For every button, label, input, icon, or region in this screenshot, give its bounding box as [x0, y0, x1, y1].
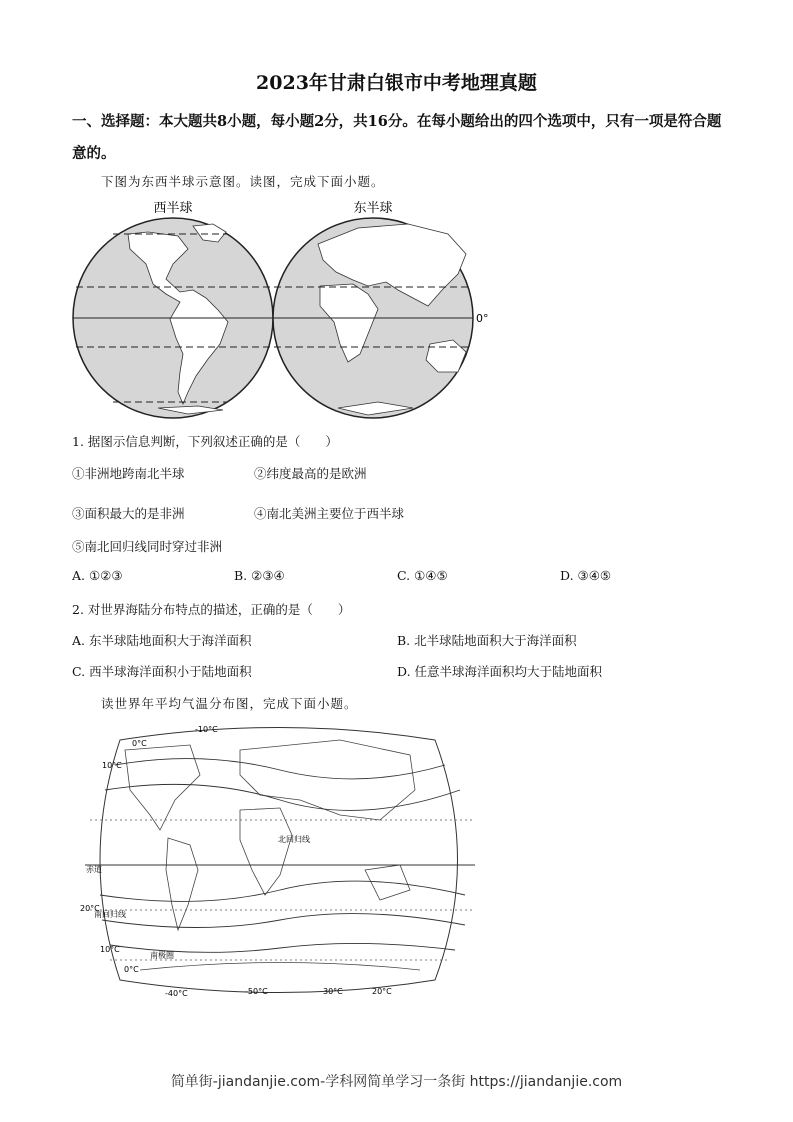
- label-bottom3: 30°C: [323, 987, 343, 996]
- section-heading: 一、选择题：本大题共8小题，每小题2分，共16分。在每小题给出的四个选项中，只有一项是符合题意的。: [72, 113, 722, 162]
- label-bottom4: 20°C: [372, 987, 392, 996]
- equator-degree-label: 0°: [476, 312, 489, 325]
- q2-option-c[interactable]: C. 西半球海洋面积小于陆地面积: [72, 664, 252, 679]
- label-top: -10°C: [195, 725, 218, 734]
- q2-stem: 2. 对世界海陆分布特点的描述，正确的是（ ）: [72, 602, 351, 617]
- q2-option-d[interactable]: D. 任意半球海洋面积均大于陆地面积: [397, 664, 603, 679]
- label-left-10: 10°C: [100, 945, 120, 954]
- q1-statement-2: ②纬度最高的是欧洲: [254, 466, 367, 481]
- q1-option-b[interactable]: B. ②③④: [234, 568, 285, 583]
- q1-statement-3: ③面积最大的是非洲: [72, 506, 185, 521]
- label-left-0: 0°C: [124, 965, 139, 974]
- west-hemisphere-label: 西半球: [153, 201, 193, 216]
- page-footer: 简单街-jiandanjie.com-学科网简单学习一条街 https://jiandanjie.com: [170, 1074, 623, 1090]
- q1-statement-4: ④南北美洲主要位于西半球: [254, 506, 405, 521]
- label-equator: 赤道: [86, 865, 102, 874]
- label-tropic-north: 北回归线: [278, 835, 310, 844]
- label-left-top1: 0°C: [132, 739, 147, 748]
- label-left-20: 20°C: [80, 904, 100, 913]
- group1-intro: 下图为东西半球示意图。读图，完成下面小题。: [101, 174, 385, 189]
- hemispheres-figure: [68, 194, 498, 424]
- q1-statement-1: ①非洲地跨南北半球: [72, 466, 185, 481]
- q1-option-d[interactable]: D. ③④⑤: [560, 568, 612, 583]
- temperature-map: [80, 720, 480, 1000]
- q1-option-c[interactable]: C. ①④⑤: [397, 568, 448, 583]
- group2-intro: 读世界年平均气温分布图，完成下面小题。: [101, 696, 358, 711]
- label-bottom2: -50°C: [245, 987, 268, 996]
- label-antarctic: 南极圈: [150, 951, 174, 960]
- east-hemisphere-label: 东半球: [353, 201, 393, 216]
- q1-statement-5: ⑤南北回归线同时穿过非洲: [72, 539, 223, 554]
- page-title: 2023年甘肃白银市中考地理真题: [256, 72, 537, 94]
- label-left-top2: 10°C: [102, 761, 122, 770]
- label-bottom1: -40°C: [165, 989, 188, 998]
- q1-option-a[interactable]: A. ①②③: [72, 568, 123, 583]
- q1-stem: 1. 据图示信息判断，下列叙述正确的是（ ）: [72, 434, 338, 449]
- label-tropic-south: 南回归线: [94, 910, 126, 919]
- q2-option-a[interactable]: A. 东半球陆地面积大于海洋面积: [72, 633, 252, 648]
- q2-option-b[interactable]: B. 北半球陆地面积大于海洋面积: [397, 633, 577, 648]
